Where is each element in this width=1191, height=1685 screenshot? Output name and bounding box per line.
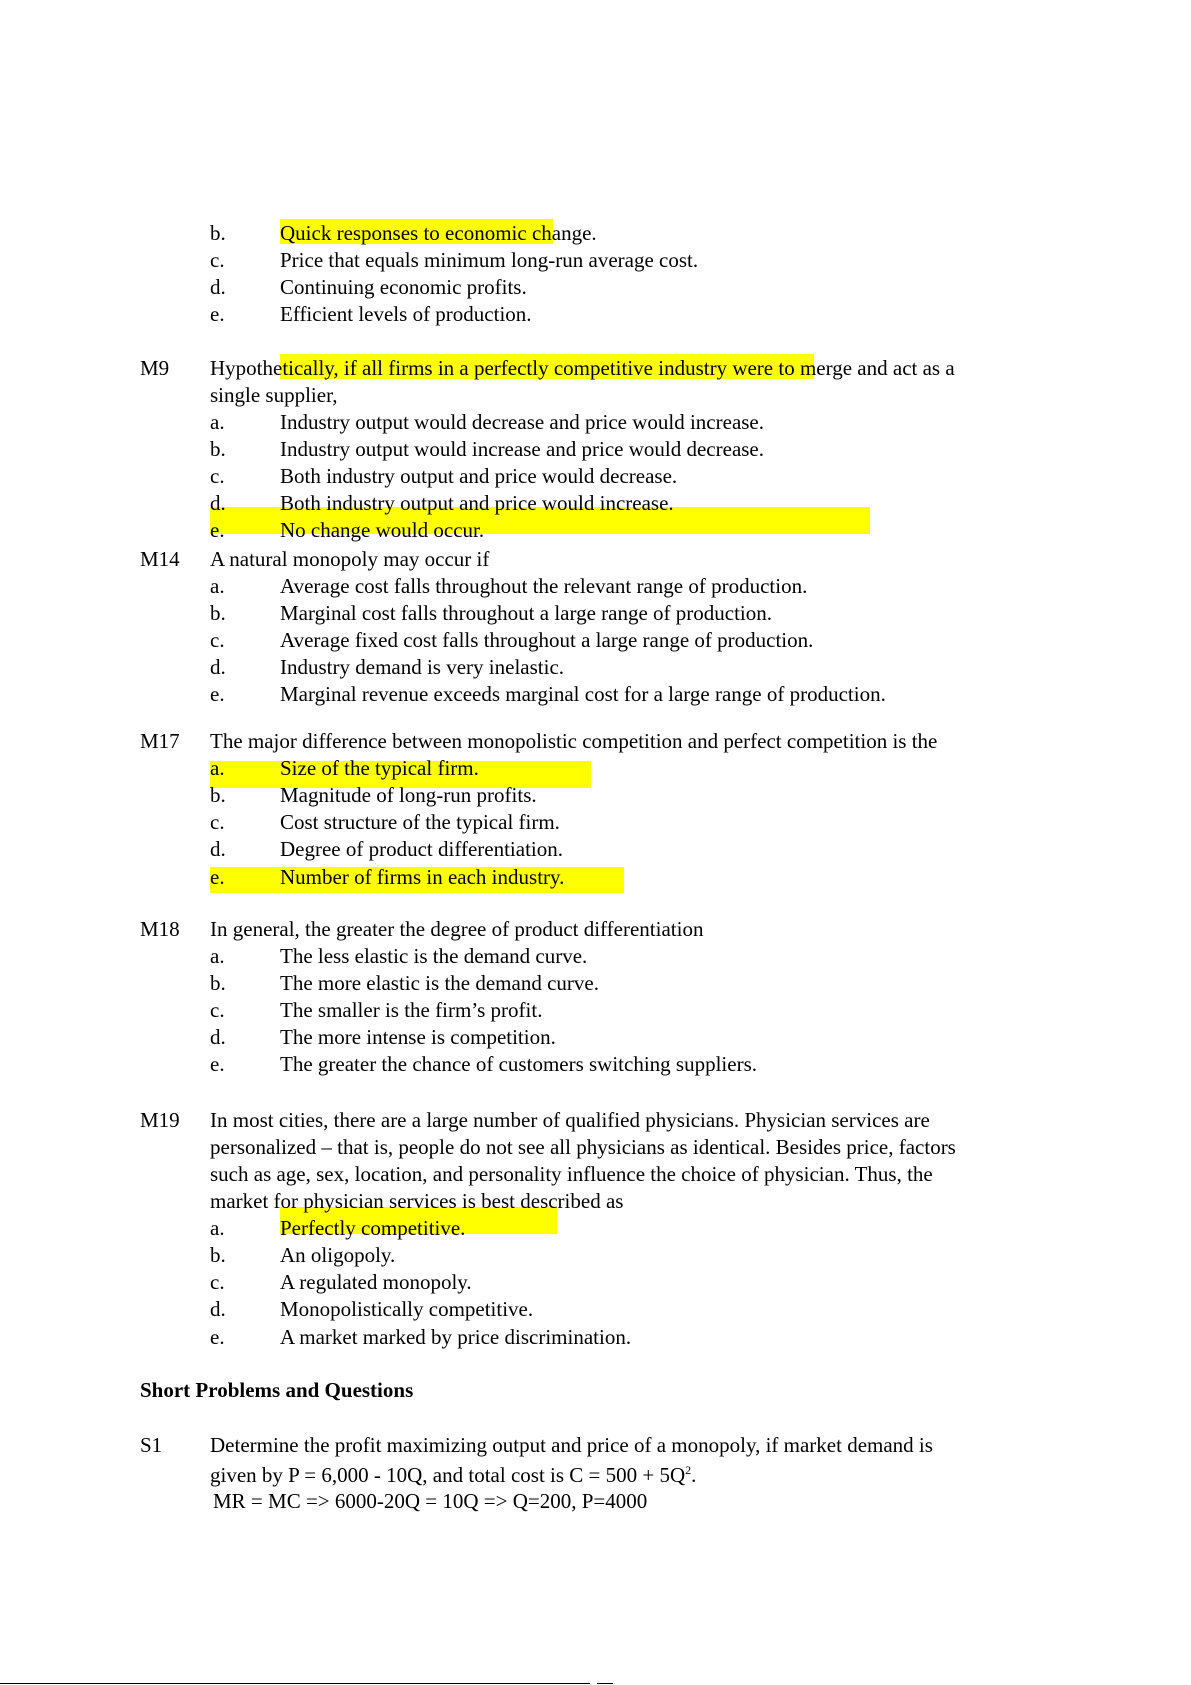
question-number: M17: [140, 729, 180, 753]
option-letter: a.: [210, 756, 225, 780]
option-text: Size of the typical firm.: [280, 756, 479, 780]
question-number: S1: [140, 1433, 163, 1457]
option-text: Marginal cost falls throughout a large range of production.: [280, 601, 773, 625]
option-letter: c.: [210, 248, 225, 272]
section-heading: Short Problems and Questions: [140, 1378, 414, 1402]
stem-text: given by P = 6,000 - 10Q, and total cost is C = 500 + 5Q: [210, 1463, 686, 1487]
option-letter: d.: [210, 837, 226, 861]
question-stem: A natural monopoly may occur if: [210, 547, 490, 571]
option-letter: b.: [210, 601, 226, 625]
question-stem-line2: [210, 1462, 696, 1488]
option-letter: e.: [210, 1325, 225, 1349]
option-text: Price that equals minimum long-run average cost.: [280, 248, 699, 272]
option-letter: d.: [210, 491, 226, 515]
option-letter: d.: [210, 1297, 226, 1321]
option-text: Industry output would increase and price would decrease.: [280, 437, 765, 461]
option-letter: c.: [210, 810, 225, 834]
option-letter: c.: [210, 628, 225, 652]
option-text: Both industry output and price would increase.: [280, 491, 674, 515]
option-letter: b.: [210, 1243, 226, 1267]
option-letter: d.: [210, 1025, 226, 1049]
question-stem: single supplier,: [210, 383, 338, 407]
option-text: Efficient levels of production.: [280, 302, 532, 326]
option-letter: a.: [210, 574, 225, 598]
option-text: An oligopoly.: [280, 1243, 396, 1267]
superscript-exponent: 2: [685, 1463, 692, 1477]
option-letter: c.: [210, 998, 225, 1022]
option-text: Average cost falls throughout the relevant range of production.: [280, 574, 808, 598]
option-letter: e.: [210, 302, 225, 326]
option-letter: c.: [210, 1270, 225, 1294]
question-number: M18: [140, 917, 180, 941]
option-text: Perfectly competitive.: [280, 1216, 466, 1240]
option-letter: a.: [210, 944, 225, 968]
option-letter: e.: [210, 518, 225, 542]
option-letter: c.: [210, 464, 225, 488]
option-letter: b.: [210, 221, 226, 245]
option-text: Quick responses to economic change.: [280, 221, 597, 245]
option-text: No change would occur.: [280, 518, 485, 542]
question-stem: such as age, sex, location, and personality influence the choice of physician. Thus, the: [210, 1162, 933, 1186]
option-letter: a.: [210, 1216, 225, 1240]
option-letter: e.: [210, 1052, 225, 1076]
question-stem: Determine the profit maximizing output and price of a monopoly, if market demand is: [210, 1433, 933, 1457]
option-text: The less elastic is the demand curve.: [280, 944, 588, 968]
stem-period: .: [691, 1463, 697, 1487]
question-stem: In general, the greater the degree of product differentiation: [210, 917, 704, 941]
option-letter: b.: [210, 437, 226, 461]
option-text: Industry demand is very inelastic.: [280, 655, 565, 679]
option-text: Monopolistically competitive.: [280, 1297, 534, 1321]
question-stem: The major difference between monopolistic competition and perfect competition is the: [210, 729, 938, 753]
option-letter: e.: [210, 865, 225, 889]
option-text: Marginal revenue exceeds marginal cost for a large range of production.: [280, 682, 886, 706]
option-text: The smaller is the firm’s profit.: [280, 998, 543, 1022]
question-number: M14: [140, 547, 180, 571]
option-text: A regulated monopoly.: [280, 1270, 472, 1294]
option-text: Industry output would decrease and price would increase.: [280, 410, 765, 434]
question-stem: In most cities, there are a large number of qualified physicians. Physician services are: [210, 1108, 930, 1132]
option-text: Both industry output and price would decrease.: [280, 464, 678, 488]
option-text: The more intense is competition.: [280, 1025, 556, 1049]
question-number: M19: [140, 1108, 180, 1132]
question-number: M9: [140, 356, 170, 380]
option-letter: b.: [210, 783, 226, 807]
option-text: Magnitude of long-run profits.: [280, 783, 537, 807]
option-text: Cost structure of the typical firm.: [280, 810, 560, 834]
option-text: The more elastic is the demand curve.: [280, 971, 599, 995]
option-text: Average fixed cost falls throughout a large range of production.: [280, 628, 814, 652]
option-letter: d.: [210, 275, 226, 299]
option-text: The greater the chance of customers switching suppliers.: [280, 1052, 758, 1076]
question-stem: Hypothetically, if all firms in a perfectly competitive industry were to merge and act as a: [210, 356, 955, 380]
question-stem: personalized – that is, people do not see all physicians as identical. Besides price, factors: [210, 1135, 956, 1159]
option-text: Number of firms in each industry.: [280, 865, 565, 889]
option-letter: a.: [210, 410, 225, 434]
option-letter: d.: [210, 655, 226, 679]
option-text: A market marked by price discrimination.: [280, 1325, 632, 1349]
option-letter: e.: [210, 682, 225, 706]
question-stem: market for physician services is best described as: [210, 1189, 624, 1213]
option-text: Degree of product differentiation.: [280, 837, 563, 861]
option-text: Continuing economic profits.: [280, 275, 527, 299]
option-letter: b.: [210, 971, 226, 995]
answer-text: MR = MC => 6000-20Q = 10Q => Q=200, P=4000: [213, 1489, 648, 1513]
footer-rule: [0, 1683, 590, 1684]
footer-rule-short: [597, 1683, 613, 1684]
